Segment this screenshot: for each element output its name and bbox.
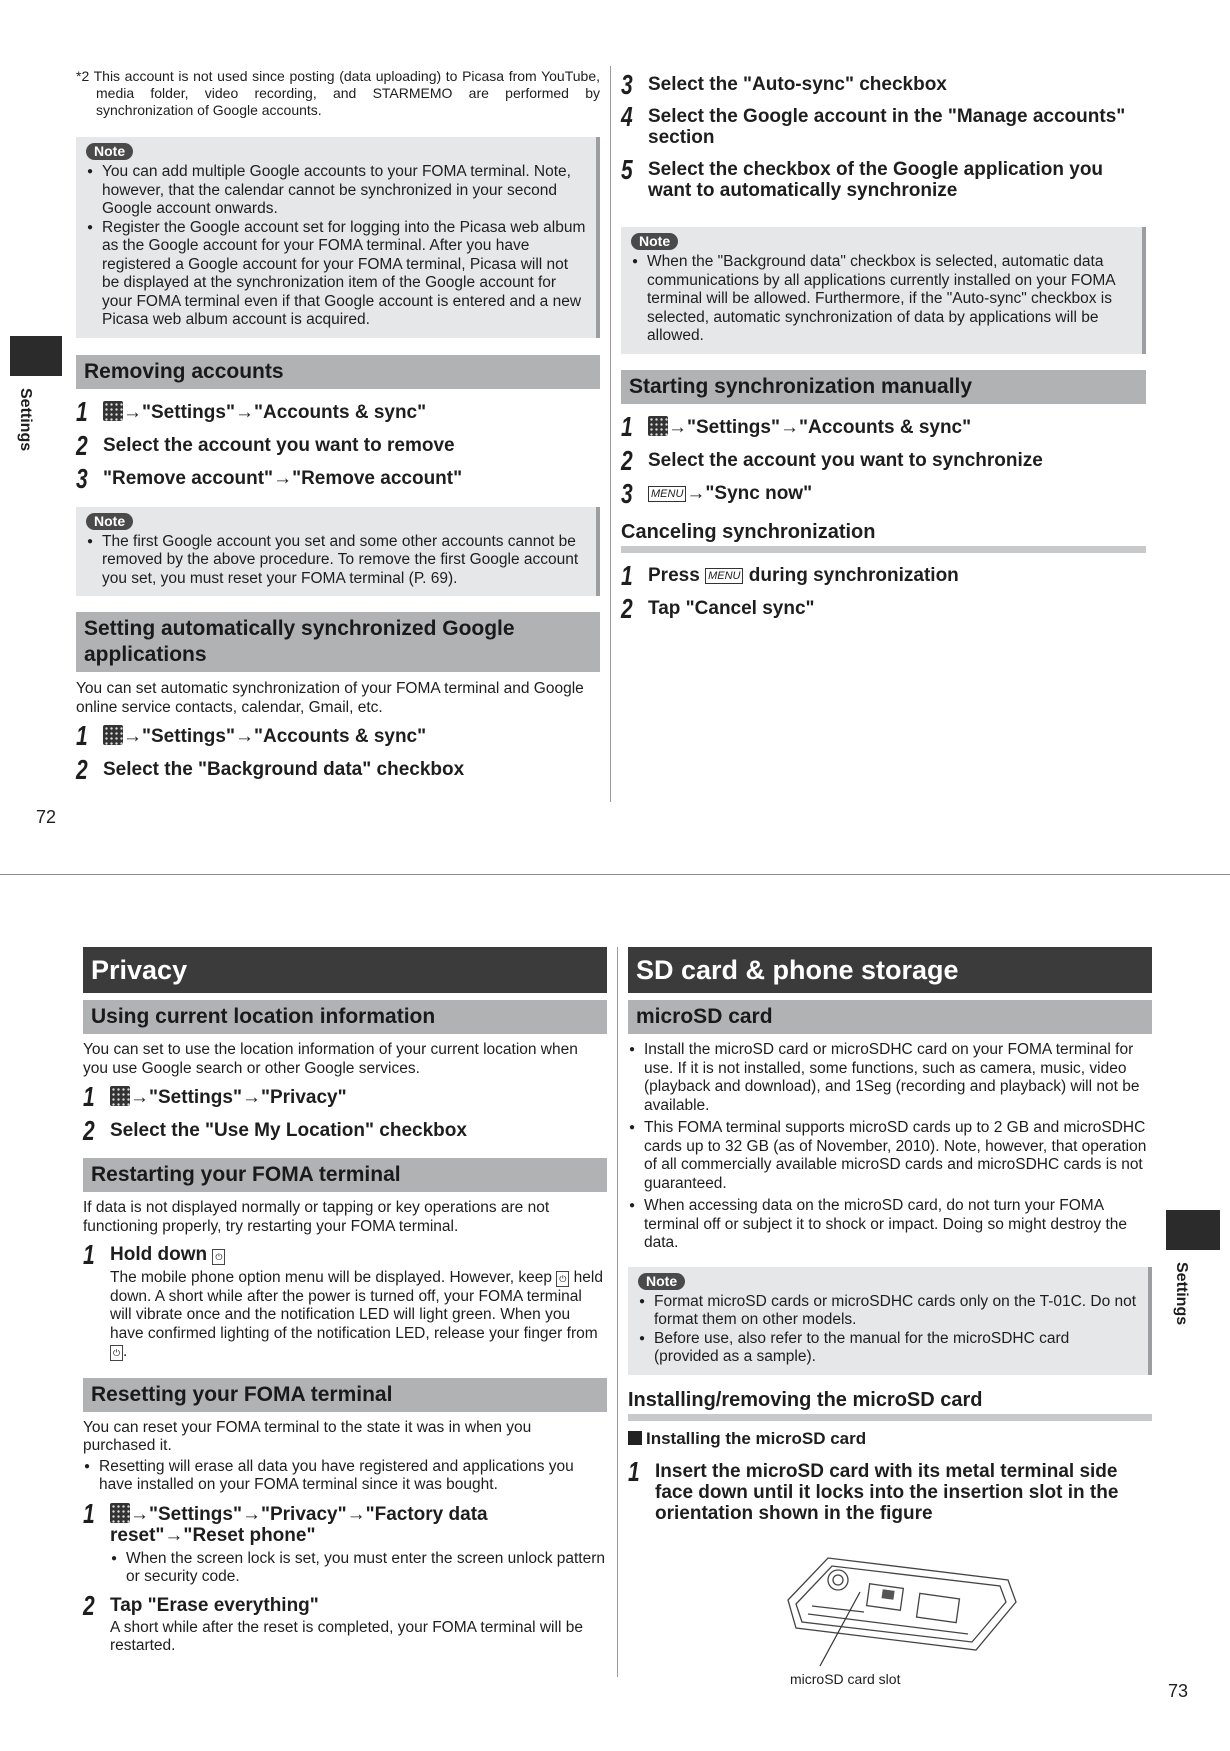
step-number: 2: [83, 1589, 95, 1621]
step-text: →"Settings"→"Accounts & sync": [123, 726, 427, 747]
sub-heading-text: Installing the microSD card: [646, 1428, 867, 1448]
step-text: →"Settings"→"Accounts & sync": [668, 416, 972, 438]
step-1: [83, 1239, 607, 1270]
step-number: 2: [621, 592, 633, 624]
note-box: [621, 227, 1146, 354]
step-1: [628, 1455, 1152, 1524]
step-number: 3: [76, 462, 88, 494]
chapter-heading-privacy: Privacy: [83, 947, 607, 993]
menu-key-icon: MENU: [705, 568, 743, 584]
step-text: Tap "Erase everything": [110, 1594, 319, 1616]
note-box: [76, 507, 600, 597]
step-description: A short while after the reset is completed, your FOMA terminal will be restarted.: [110, 1618, 583, 1654]
step-number: 2: [83, 1115, 95, 1146]
step-number: 4: [621, 101, 633, 132]
step-2: [76, 429, 600, 461]
note-box: [628, 1267, 1152, 1375]
note-item: ● Format microSD cards or microSDHC cards only on the T-01C. Do not format them on other models.: [638, 1293, 1138, 1330]
step-text: during synchronization: [748, 564, 959, 586]
step-text: Select the Google account in the "Manage accounts" section: [648, 106, 1126, 148]
step-number: 2: [76, 429, 88, 461]
step-number: 1: [621, 410, 633, 442]
step-number: 3: [621, 477, 633, 509]
step-number: 5: [621, 154, 633, 185]
section-heading-location: Using current location information: [83, 1000, 607, 1034]
step-1: [621, 559, 1146, 591]
side-label-settings: Settings: [17, 388, 34, 452]
section-intro: You can set to use the location information of your current location when you use Google search or other Google services.: [83, 1041, 578, 1077]
power-key-icon: ⏻: [556, 1271, 569, 1287]
step-number: 1: [621, 559, 633, 591]
figure-caption: microSD card slot: [790, 1670, 901, 1687]
step-text: Select the "Auto-sync" checkbox: [648, 74, 947, 95]
step-number: 1: [83, 1497, 95, 1529]
bullet-item: ● This FOMA terminal supports microSD cards up to 2 GB and microSDHC cards up to 32 GB (as of November, 2010). Note, however, that operation of all commercially available microSD cards and microSDHC cards is not guaranteed.: [628, 1119, 1152, 1193]
phone-back-illustration: [768, 1540, 1028, 1670]
page73-left-column: [83, 947, 607, 1656]
step-text: →"Sync now": [686, 482, 813, 504]
power-key-icon: ⏻: [110, 1345, 123, 1361]
step-description: The mobile phone option menu will be displayed. However, keep ⏻ held down. A short while after the power is turned off, your FOMA terminal will vibrate once and the notification LED will light green. When you have confirmed lighting of the notification LED, release your finger from ⏻ .: [110, 1269, 603, 1360]
app-menu-icon: [110, 1503, 130, 1523]
step-number: 2: [76, 754, 88, 785]
step-2: [621, 592, 1146, 624]
step-text: Insert the microSD card with its metal terminal side face down until it locks into the insertion slot in the orientation shown in the figure: [655, 1460, 1119, 1524]
column-divider: [610, 66, 611, 802]
bullet-item: ● Install the microSD card or microSDHC card on your FOMA terminal for use. If it is not installed, some functions, such as camera, music, video (playback and download), and 1Seg (recording and playback) will not be available.: [628, 1041, 1152, 1115]
step-text: Select the "Use My Location" checkbox: [110, 1120, 467, 1141]
column-divider: [617, 947, 618, 1677]
step-2: [83, 1589, 607, 1621]
sub-subsection-heading: [628, 1429, 1152, 1449]
desc-text: The mobile phone option menu will be displayed. However, keep: [110, 1269, 553, 1286]
step-text: →"Settings"→"Accounts & sync": [123, 401, 427, 423]
menu-key-icon: MENU: [648, 486, 686, 502]
page-number: 72: [36, 807, 57, 827]
note-badge: Note: [86, 143, 133, 160]
note-item: ● When the "Background data" checkbox is selected, automatic data communications by all applications currently installed on your FOMA terminal will be allowed. Furthermore, if the "Auto-sync" checkbox is selected, automatic synchronization of data by applications will be allowed.: [631, 253, 1132, 346]
step-text: Press: [648, 564, 700, 586]
section-heading-reset: Resetting your FOMA terminal: [83, 1378, 607, 1412]
step-text: Select the account you want to remove: [103, 434, 455, 456]
section-heading-autosync: Setting automatically synchronized Google applications: [76, 612, 600, 672]
step-number: 1: [83, 1239, 95, 1270]
subsection-heading-cancel: Canceling synchronization: [621, 520, 1146, 553]
step-text: Select the checkbox of the Google application you want to automatically synchronize: [648, 159, 1104, 201]
step-number: 1: [83, 1081, 95, 1112]
step-text: Select the account you want to synchronize: [648, 449, 1043, 471]
step-number: 1: [628, 1455, 640, 1487]
page-separator: [0, 874, 1230, 875]
step-1: [76, 720, 600, 751]
step-text: "Remove account"→"Remove account": [103, 467, 463, 489]
bullet-item: ● Resetting will erase all data you have registered and applications you have installed on your FOMA terminal since it was bought.: [83, 1458, 607, 1495]
step-number: 1: [76, 395, 88, 427]
section-intro: If data is not displayed normally or tapping or key operations are not functioning properly, try restarting your FOMA terminal.: [83, 1199, 550, 1235]
note-item: ● The first Google account you set and some other accounts cannot be removed by the above procedure. To remove the first Google account you set, you must reset your FOMA terminal (P. 69).: [86, 533, 586, 589]
step-text: Hold down: [110, 1244, 208, 1265]
note-badge: Note: [631, 233, 678, 250]
step-3: [621, 477, 1146, 509]
app-menu-icon: [103, 401, 123, 421]
side-tab-marker: [1166, 1210, 1220, 1250]
step-1: [83, 1081, 607, 1112]
note-badge: Note: [86, 513, 133, 530]
page72-left-column: [76, 68, 600, 785]
page-number: 73: [1168, 1681, 1189, 1701]
note-badge: Note: [638, 1273, 685, 1290]
side-tab-marker: [10, 336, 62, 376]
step-1: [83, 1497, 607, 1546]
step-3: [76, 462, 600, 494]
note-item: ● You can add multiple Google accounts to your FOMA terminal. Note, however, that the calendar cannot be synchronized in your second Google account onwards.: [86, 163, 586, 219]
side-label-settings: Settings: [1173, 1262, 1190, 1326]
subsection-heading-install: Installing/removing the microSD card: [628, 1388, 1152, 1421]
step-text: Select the "Background data" checkbox: [103, 759, 465, 780]
footnote: *2 This account is not used since posting (data uploading) to Picasa from YouTube, media folder, video recording, and STARMEMO are performed by synchronization of Google accounts.: [76, 68, 600, 118]
step-1: [76, 395, 600, 427]
step-5: [621, 154, 1146, 201]
step-text: Tap "Cancel sync": [648, 597, 815, 619]
note-box: [76, 137, 600, 338]
app-menu-icon: [110, 1086, 130, 1106]
step-4: [621, 101, 1146, 148]
section-intro: You can set automatic synchronization of your FOMA terminal and Google online service contacts, calendar, Gmail, etc.: [76, 680, 584, 716]
section-heading-manual-sync: Starting synchronization manually: [621, 370, 1146, 404]
bullet-item: ● When the screen lock is set, you must enter the screen unlock pattern or security code.: [110, 1550, 607, 1587]
power-key-icon: ⏻: [212, 1249, 225, 1265]
section-heading-removing-accounts: Removing accounts: [76, 355, 600, 389]
desc-text: held down. A short while after the power is turned off, your FOMA terminal will vibrate once and the notification LED will light green. When you have confirmed lighting of the notification LED, release your finger from: [110, 1269, 603, 1342]
step-text: →"Settings"→"Privacy"→"Factory data reset"→"Reset phone": [110, 1503, 488, 1546]
section-intro: You can reset your FOMA terminal to the state it was in when you purchased it.: [83, 1418, 532, 1454]
step-2: [76, 754, 600, 785]
step-2: [621, 444, 1146, 476]
note-item: ● Register the Google account set for logging into the Picasa web album as the Google account for your FOMA terminal. After you have registered a Google account for your FOMA terminal, Picasa will not be displayed at the synchronization item of the Google account for your FOMA terminal even if that Google account is entered and a new Picasa web album account is acquired.: [86, 219, 586, 330]
step-number: 3: [621, 69, 633, 100]
step-1: [621, 410, 1146, 442]
step-text: →"Settings"→"Privacy": [130, 1087, 347, 1108]
section-heading-restart: Restarting your FOMA terminal: [83, 1158, 607, 1192]
page73-right-column: [628, 947, 1152, 1688]
square-bullet-icon: [628, 1431, 642, 1445]
step-3: [621, 69, 1146, 100]
app-menu-icon: [103, 725, 123, 745]
step-number: 1: [76, 720, 88, 751]
app-menu-icon: [648, 416, 668, 436]
chapter-heading-sd-card: SD card & phone storage: [628, 947, 1152, 993]
bullet-item: ● When accessing data on the microSD card, do not turn your FOMA terminal off or subject it to shock or impact. Doing so might destroy the data.: [628, 1197, 1152, 1253]
page72-right-column: [621, 69, 1146, 624]
step-number: 2: [621, 444, 633, 476]
section-heading-microsd: microSD card: [628, 1000, 1152, 1034]
step-2: [83, 1115, 607, 1146]
note-item: ● Before use, also refer to the manual for the microSDHC card (provided as a sample).: [638, 1330, 1138, 1367]
